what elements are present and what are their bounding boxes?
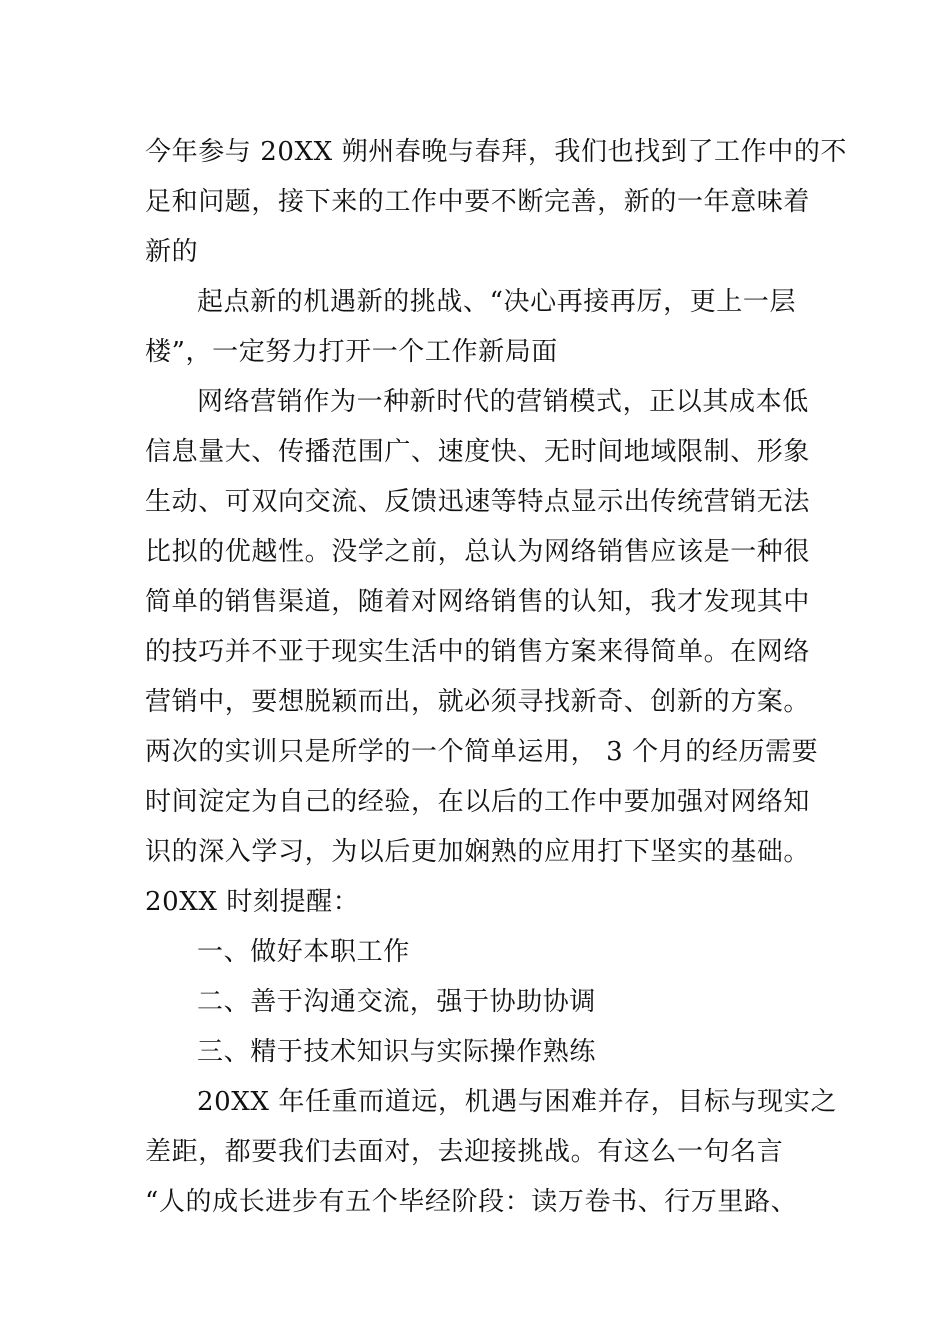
- text-line: 新的: [145, 237, 199, 267]
- text-line: 生动、可双向交流、反馈迅速等特点显示出传统营销无法: [145, 487, 811, 517]
- text-line: 今年参与 20XX 朔州春晚与春拜，我们也找到了工作中的不: [145, 137, 848, 167]
- text-line: 楼”，一定努力打开一个工作新局面: [145, 337, 558, 367]
- text-line: 两次的实训只是所学的一个简单运用， 3 个月的经历需要: [145, 737, 819, 767]
- list-item: 一、做好本职工作: [197, 937, 410, 967]
- paragraph-first-line: 20XX 年任重而道远，机遇与困难并存，目标与现实之: [197, 1087, 837, 1117]
- text-line: 20XX 时刻提醒：: [145, 887, 360, 917]
- list-item: 二、善于沟通交流，强于协助协调: [197, 987, 597, 1017]
- text-line: 信息量大、传播范围广、速度快、无时间地域限制、形象: [145, 437, 811, 467]
- text-line: 足和问题，接下来的工作中要不断完善，新的一年意味着: [145, 187, 811, 217]
- text-line: 时间淀定为自己的经验，在以后的工作中要加强对网络知: [145, 787, 811, 817]
- text-line: 差距，都要我们去面对，去迎接挑战。有这么一句名言: [145, 1137, 784, 1167]
- text-line: “人的成长进步有五个毕经阶段：读万卷书、行万里路、: [145, 1187, 798, 1217]
- paragraph-first-line: 网络营销作为一种新时代的营销模式，正以其成本低: [197, 387, 809, 417]
- text-line: 的技巧并不亚于现实生活中的销售方案来得简单。在网络: [145, 637, 811, 667]
- text-line: 简单的销售渠道，随着对网络销售的认知，我才发现其中: [145, 587, 811, 617]
- text-line: 识的深入学习，为以后更加娴熟的应用打下坚实的基础。: [145, 837, 811, 867]
- text-line: 营销中，要想脱颖而出，就必须寻找新奇、创新的方案。: [145, 687, 811, 717]
- text-line: 比拟的优越性。没学之前，总认为网络销售应该是一种很: [145, 537, 811, 567]
- list-item: 三、精于技术知识与实际操作熟练: [197, 1037, 597, 1067]
- paragraph-first-line: 起点新的机遇新的挑战、“决心再接再厉，更上一层: [197, 287, 797, 317]
